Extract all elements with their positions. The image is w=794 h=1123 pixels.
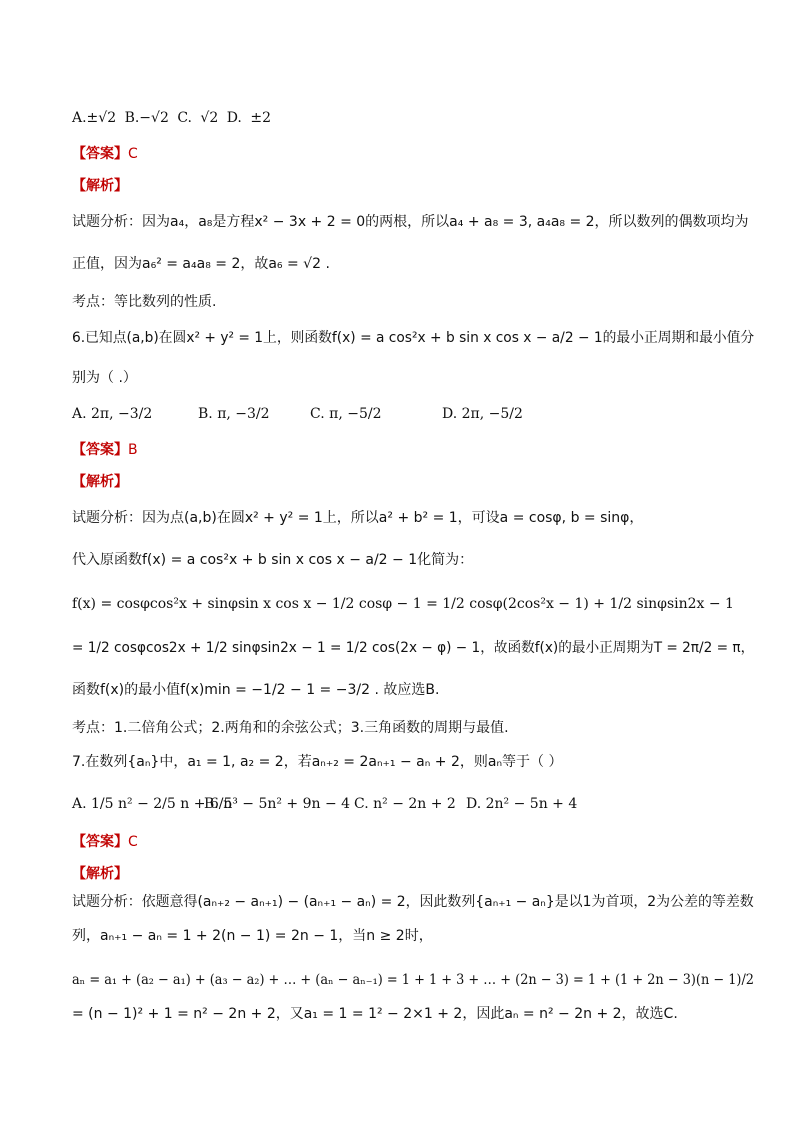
q7-solution-line-4: = (n − 1)² + 1 = n² − 2n + 2，又a₁ = 1 = 1² − 2×1 + 2，因此aₙ = n² − 2n + 2，故选C. xyxy=(72,1006,678,1022)
q6-solution-line-5: 函数f(x)的最小值f(x)min = −1/2 − 1 = −3/2 . 故应选B. xyxy=(72,682,440,698)
q6-option-c: C. π, −5/2 xyxy=(310,406,382,422)
q7-options xyxy=(72,794,722,818)
q6-option-a: A. 2π, −3/2 xyxy=(72,406,153,422)
q5-options: A.±√2 B.−√2 C. √2 D. ±2 xyxy=(72,110,271,126)
q6-answer: 【答案】B xyxy=(72,442,138,458)
q7-option-a: A. 1/5 n² − 2/5 n + 6/5 xyxy=(72,796,233,812)
q7-option-d: D. 2n² − 5n + 4 xyxy=(466,796,578,812)
q5-analysis-tag: 【解析】 xyxy=(72,178,128,194)
q6-solution-line-2: 代入原函数f(x) = a cos²x + b sin x cos x − a/2 − 1化简为： xyxy=(72,552,474,568)
q5-knowledge-point: 考点：等比数列的性质. xyxy=(72,294,217,310)
q6-option-d: D. 2π, −5/2 xyxy=(442,406,523,422)
q6-option-b: B. π, −3/2 xyxy=(198,406,270,422)
q5-answer: 【答案】C xyxy=(72,146,138,162)
q6-solution-line-3: f(x) = cosφcos²x + sinφsin x cos x − 1/2 cosφ − 1 = 1/2 cosφ(2cos²x − 1) + 1/2 sinφsin2x − 1 xyxy=(72,596,734,612)
q7-solution-line-2: 列，aₙ₊₁ − aₙ = 1 + 2(n − 1) = 2n − 1，当n ≥ 2时， xyxy=(72,928,433,944)
q7-analysis-tag: 【解析】 xyxy=(72,866,128,882)
q6-stem-line-2: 别为（ .） xyxy=(72,370,137,386)
q6-options xyxy=(72,404,722,428)
q7-option-b: B. n³ − 5n² + 9n − 4 xyxy=(204,796,351,812)
q6-analysis-tag: 【解析】 xyxy=(72,474,128,490)
q7-stem: 7.在数列{aₙ}中，a₁ = 1, a₂ = 2，若aₙ₊₂ = 2aₙ₊₁ − aₙ + 2，则aₙ等于（ ） xyxy=(72,754,563,770)
q5-solution-line-1: 试题分析：因为a₄，a₈是方程x² − 3x + 2 = 0的两根，所以a₄ + a₈ = 3, a₄a₈ = 2，所以数列的偶数项均为 xyxy=(72,214,749,230)
q5-solution-line-2: 正值，因为a₆² = a₄a₈ = 2，故a₆ = √2 . xyxy=(72,256,330,272)
q6-knowledge-point: 考点：1.二倍角公式；2.两角和的余弦公式；3.三角函数的周期与最值. xyxy=(72,720,509,736)
q6-solution-line-4: = 1/2 cosφcos2x + 1/2 sinφsin2x − 1 = 1/2 cos(2x − φ) − 1，故函数f(x)的最小正周期为T = 2π/2 = π， xyxy=(72,640,755,656)
q7-answer: 【答案】C xyxy=(72,834,138,850)
q6-solution-line-1: 试题分析：因为点(a,b)在圆x² + y² = 1上，所以a² + b² = 1，可设a = cosφ, b = sinφ， xyxy=(72,510,644,526)
q6-stem-line-1: 6.已知点(a,b)在圆x² + y² = 1上，则函数f(x) = a cos²x + b sin x cos x − a/2 − 1的最小正周期和最小值分 xyxy=(72,330,755,346)
q7-solution-line-3: aₙ = a₁ + (a₂ − a₁) + (a₃ − a₂) + … + (aₙ − aₙ₋₁) = 1 + 1 + 3 + … + (2n − 3) = 1 + (1 + 2n − 3)(n − 1)/2 xyxy=(72,972,754,988)
q7-solution-line-1: 试题分析：依题意得(aₙ₊₂ − aₙ₊₁) − (aₙ₊₁ − aₙ) = 2，因此数列{aₙ₊₁ − aₙ}是以1为首项，2为公差的等差数 xyxy=(72,894,754,910)
q7-option-c: C. n² − 2n + 2 xyxy=(354,796,456,812)
